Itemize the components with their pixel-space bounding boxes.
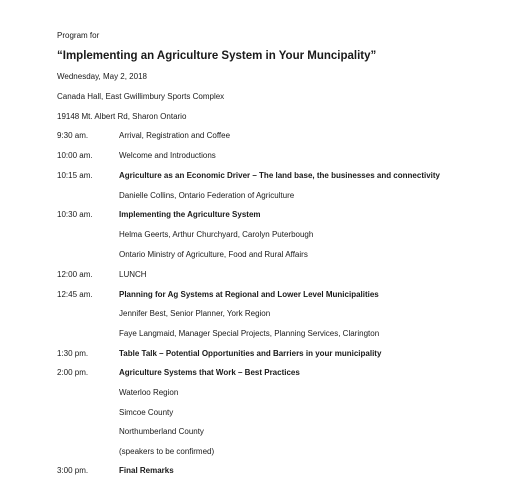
event-venue: Canada Hall, East Gwillimbury Sports Complex [57, 92, 225, 101]
schedule-time: 10:30 am. [57, 210, 93, 219]
schedule-text: Waterloo Region [119, 388, 179, 397]
schedule-row [57, 230, 517, 240]
schedule-text: Final Remarks [119, 466, 174, 475]
event-address: 19148 Mt. Albert Rd, Sharon Ontario [57, 112, 187, 121]
schedule-time: 12:45 am. [57, 290, 93, 299]
schedule-text: Planning for Ag Systems at Regional and Lower Level Municipalities [119, 290, 379, 299]
schedule-time: 1:30 pm. [57, 349, 89, 358]
schedule-text: Northumberland County [119, 427, 204, 436]
schedule-time: 2:00 pm. [57, 368, 89, 377]
schedule-text: Table Talk – Potential Opportunities and Barriers in your municipality [119, 349, 382, 358]
schedule-row [57, 290, 517, 300]
schedule-row [57, 151, 517, 161]
schedule-text: Welcome and Introductions [119, 151, 216, 160]
schedule-row [57, 309, 517, 319]
schedule-row [57, 427, 517, 437]
schedule-text: LUNCH [119, 270, 147, 279]
schedule-text: Implementing the Agriculture System [119, 210, 261, 219]
schedule-text: Arrival, Registration and Coffee [119, 131, 231, 140]
schedule-row [57, 270, 517, 280]
schedule-text: Agriculture Systems that Work – Best Practices [119, 368, 300, 377]
schedule-row [57, 171, 517, 181]
schedule-row [57, 388, 517, 398]
schedule-time: 3:00 pm. [57, 466, 89, 475]
schedule-text: Faye Langmaid, Manager Special Projects, Planning Services, Clarington [119, 329, 380, 338]
schedule-row [57, 408, 517, 418]
schedule-text: Helma Geerts, Arthur Churchyard, Carolyn Puterbough [119, 230, 314, 239]
schedule-text: Ontario Ministry of Agriculture, Food and Rural Affairs [119, 250, 308, 259]
schedule-text: (speakers to be confirmed) [119, 447, 215, 456]
schedule-time: 10:00 am. [57, 151, 93, 160]
schedule-row [57, 447, 517, 457]
schedule-row [57, 250, 517, 260]
schedule-row [57, 466, 517, 476]
schedule-row [57, 210, 517, 220]
schedule-text: Jennifer Best, Senior Planner, York Region [119, 309, 271, 318]
document-title: “Implementing an Agriculture System in Your Muncipality” [57, 50, 377, 62]
schedule-row [57, 368, 517, 378]
schedule-row [57, 329, 517, 339]
schedule-text: Agriculture as an Economic Driver – The land base, the businesses and connectivity [119, 171, 440, 180]
event-date: Wednesday, May 2, 2018 [57, 72, 147, 81]
schedule-row [57, 131, 517, 141]
schedule-time: 9:30 am. [57, 131, 89, 140]
program-for-label: Program for [57, 31, 100, 40]
schedule-row [57, 191, 517, 201]
schedule-time: 10:15 am. [57, 171, 93, 180]
schedule-text: Simcoe County [119, 408, 174, 417]
schedule-text: Danielle Collins, Ontario Federation of Agriculture [119, 191, 295, 200]
schedule-row [57, 349, 517, 359]
schedule-time: 12:00 am. [57, 270, 93, 279]
